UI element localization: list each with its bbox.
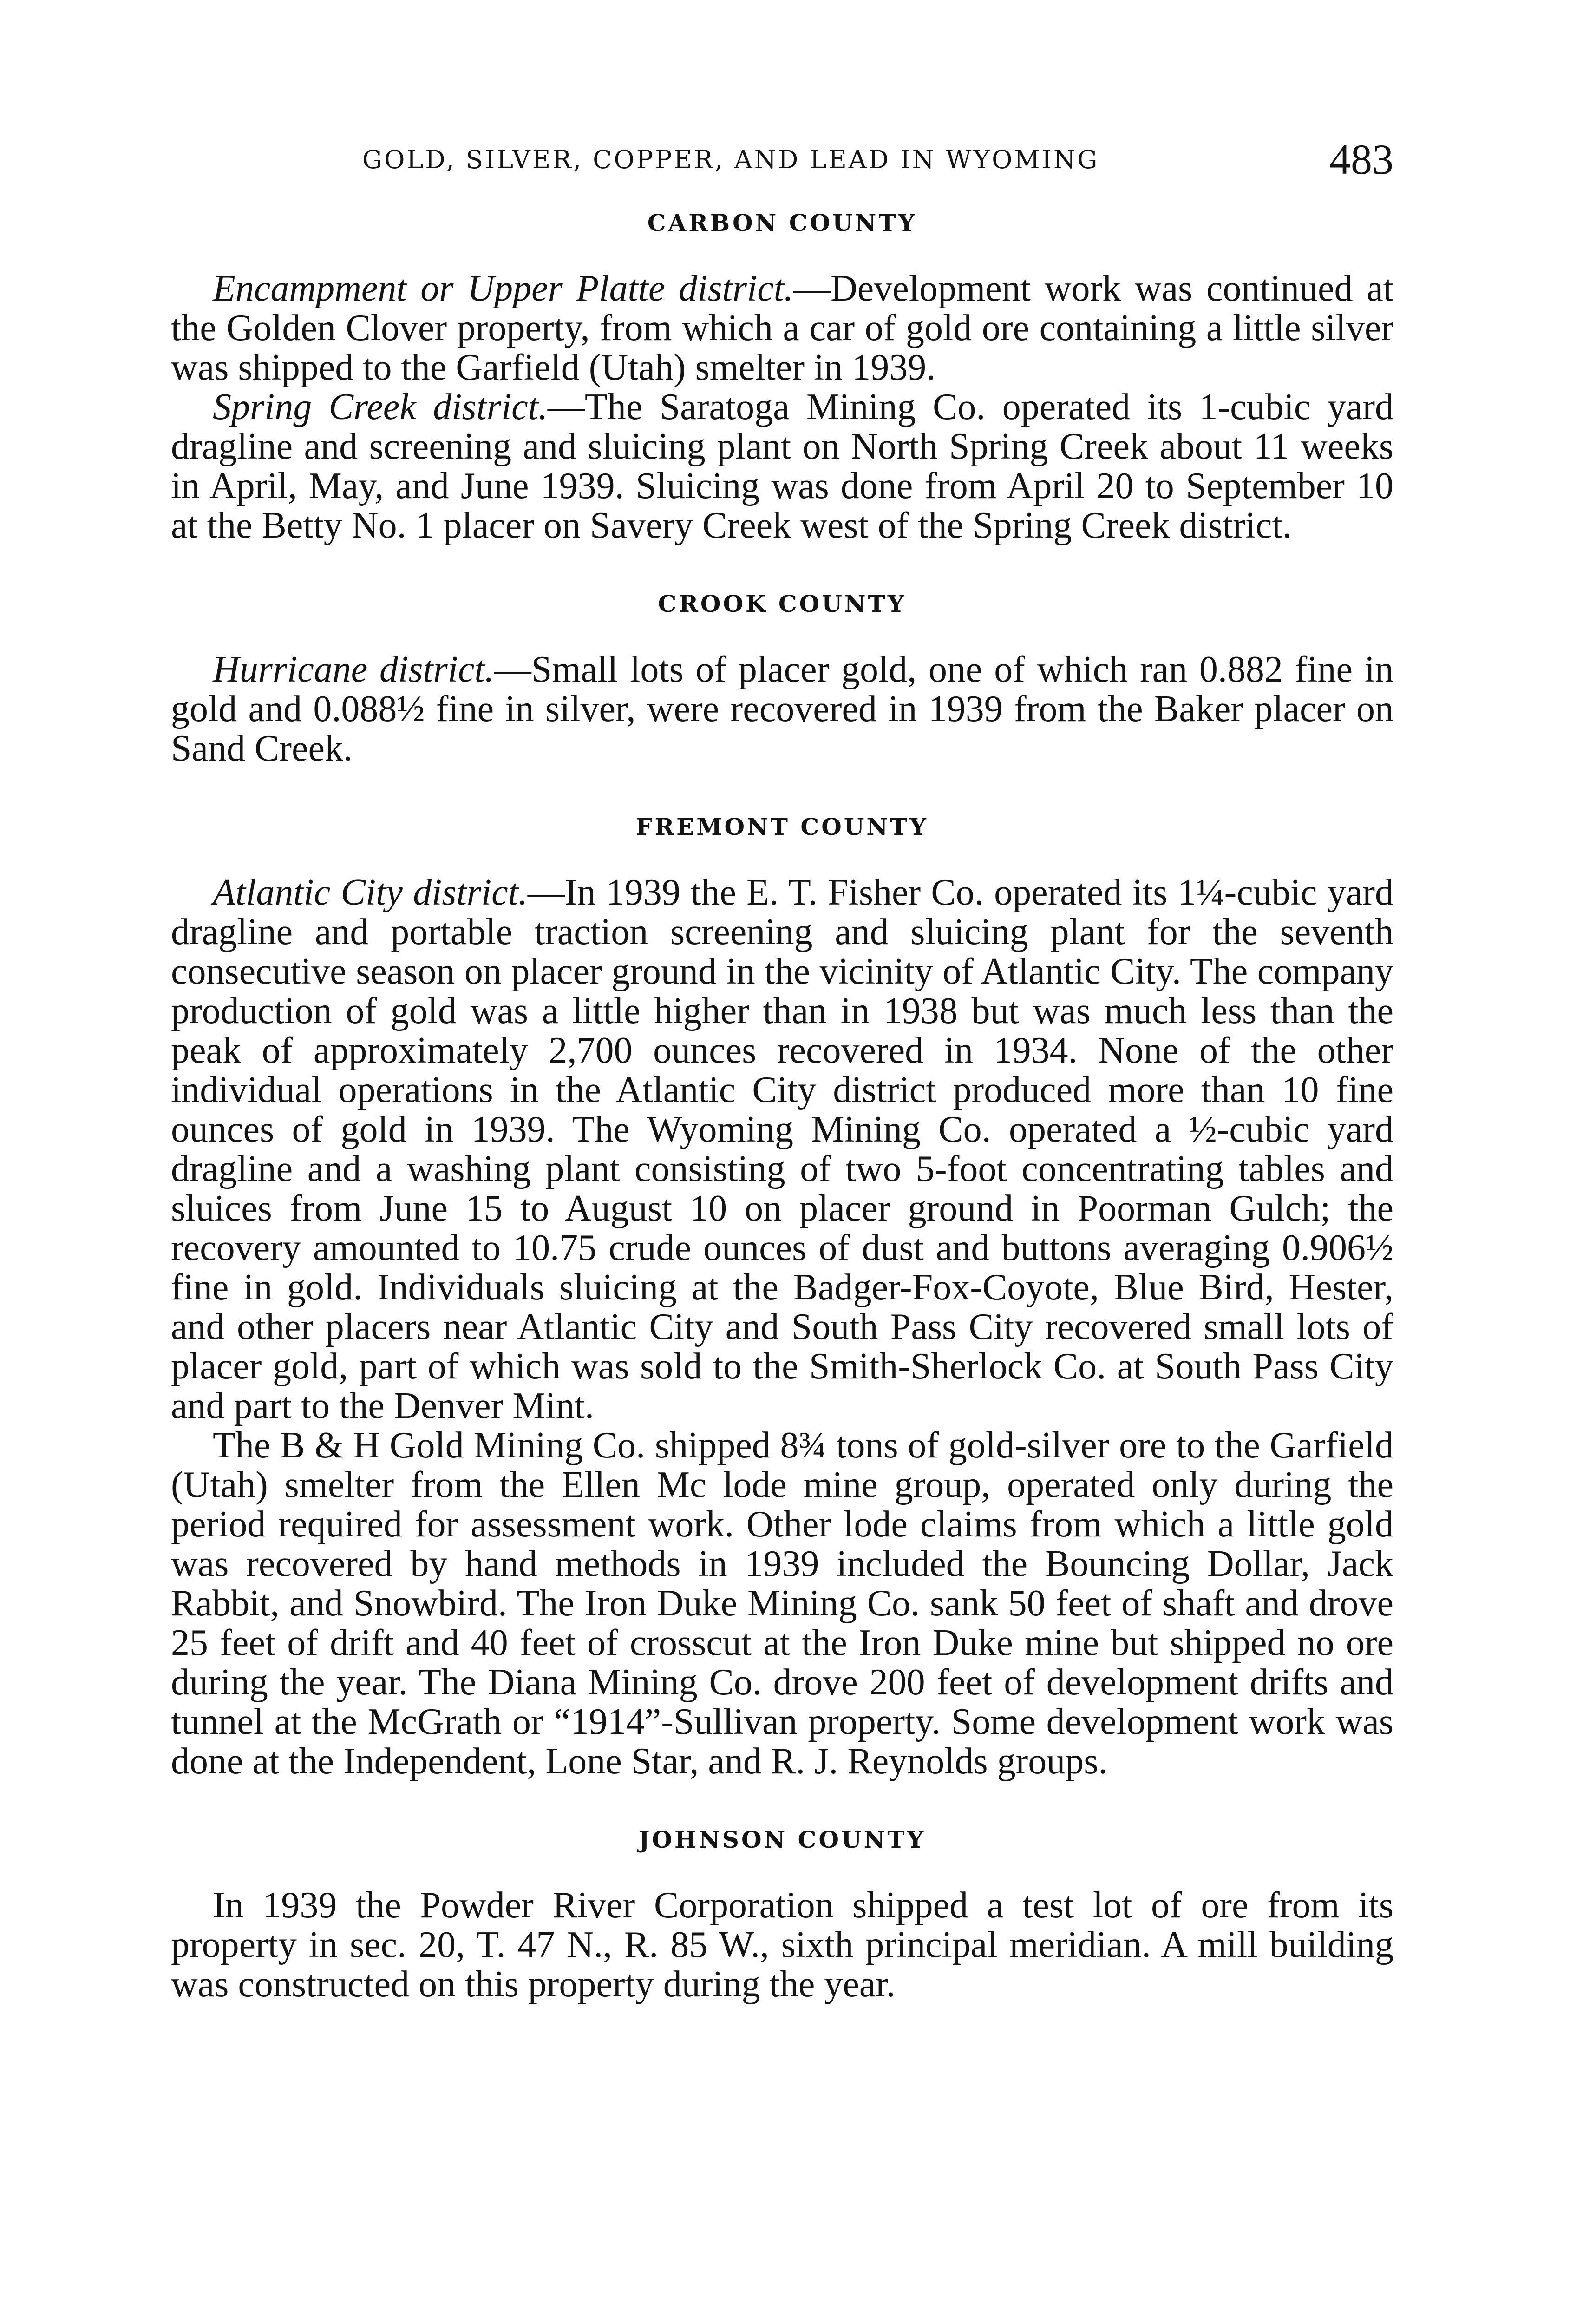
page-number: 483 [1329,136,1393,183]
paragraph-text: —Small lots of placer gold, one of which ran 0.882 fine in gold and 0.088½ fine in silver, were recovered in 1939 from the Baker placer on Sand Creek. [171,649,1393,769]
paragraph-text: —Development work was continued at the Golden Clover property, from which a car of gold ore containing a little silver was shipped to the Garfield (Utah) smelter in 1939. [171,268,1393,388]
section-heading: CARBON COUNTY [647,209,917,236]
section-carbon-county [171,204,1393,545]
paragraph [171,650,1393,768]
paragraph [171,269,1393,387]
paragraph [171,1886,1393,2004]
section-fremont-county [171,796,1393,1781]
paragraph [171,873,1393,1426]
section-crook-county [171,573,1393,768]
running-title: GOLD, SILVER, COPPER, AND LEAD IN WYOMING [362,145,1099,174]
section-heading: CROOK COUNTY [658,590,907,617]
page-body [171,204,1393,2032]
district-name: Spring Creek district. [213,387,548,427]
paragraph-text: —The Saratoga Mining Co. operated its 1-cubic yard dragline and screening and sluicing plant on North Spring Creek about 11 weeks in April, May, and June 1939. Sluicing was done from April 20 to September 10 at the Betty No. 1 placer on Savery Creek west of the Spring Creek district. [171,387,1393,546]
paragraph [171,387,1393,545]
section-heading: JOHNSON COUNTY [638,1826,926,1853]
section-heading: FREMONT COUNTY [636,813,929,840]
district-name: Atlantic City district. [213,872,528,913]
section-johnson-county [171,1809,1393,2004]
paragraph-text: In 1939 the Powder River Corporation shipped a test lot of ore from its property in sec. 20, T. 47 N., R. 85 W., sixth principal meridian. A mill building was constructed on this property during the year. [171,1885,1393,2005]
district-name: Encampment or Upper Platte district. [213,268,793,309]
running-head [167,135,1393,186]
paragraph [171,1426,1393,1781]
paragraph-text: The B & H Gold Mining Co. shipped 8¾ tons of gold-silver ore to the Garfield (Utah) smelter from the Ellen Mc lode mine group, operated only during the period required for assessment work. Other lode claims from which a little gold was recovered by hand methods in 1939 included the Bouncing Dollar, Jack Rabbit, and Snowbird. The Iron Duke Mining Co. sank 50 feet of shaft and drove 25 feet of drift and 40 feet of crosscut at the Iron Duke mine but shipped no ore during the year. The Diana Mining Co. drove 200 feet of development drifts and tunnel at the McGrath or “1914”-Sullivan property. Some development work was done at the Independent, Lone Star, and R. J. Reynolds groups. [171,1425,1393,1782]
district-name: Hurricane district. [213,649,494,690]
paragraph-text: —In 1939 the E. T. Fisher Co. operated its 1¼-cubic yard dragline and portable traction screening and sluicing plant for the seventh consecutive season on placer ground in the vicinity of Atlantic City. The company production of gold was a little higher than in 1938 but was much less than the peak of approximately 2,700 ounces recovered in 1934. None of the other individual operations in the Atlantic City district produced more than 10 fine ounces of gold in 1939. The Wyoming Mining Co. operated a ½-cubic yard dragline and a washing plant consisting of two 5-foot concentrating tables and sluices from June 15 to August 10 on placer ground in Poorman Gulch; the recovery amounted to 10.75 crude ounces of dust and buttons averaging 0.906½ fine in gold. Individuals sluicing at the Badger-Fox-Coyote, Blue Bird, Hester, and other placers near Atlantic City and South Pass City recovered small lots of placer gold, part of which was sold to the Smith-Sherlock Co. at South Pass City and part to the Denver Mint. [171,872,1394,1426]
